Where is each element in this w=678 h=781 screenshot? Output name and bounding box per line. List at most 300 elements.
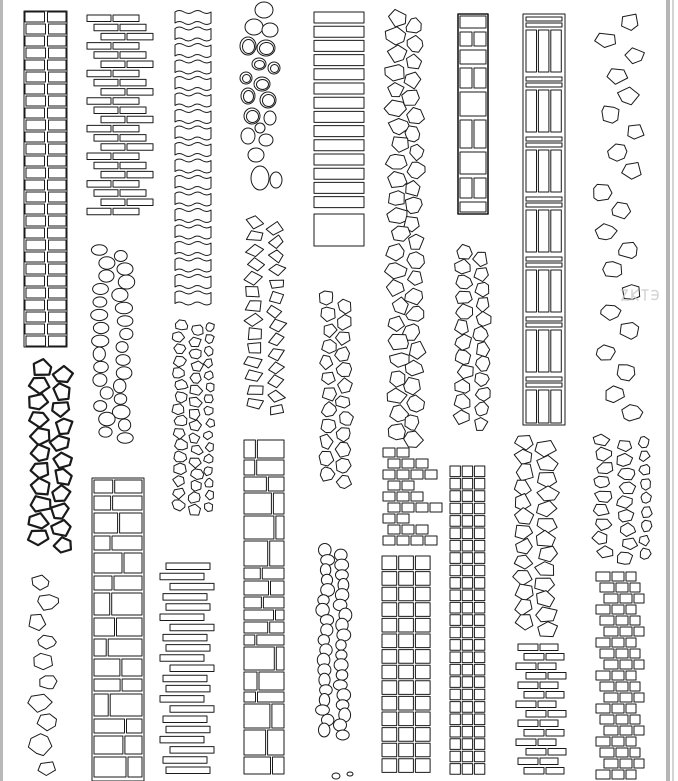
paving-block [462,739,472,750]
paving-block [518,644,538,651]
stone [594,476,610,488]
paving-block [108,639,142,656]
stone [594,184,612,200]
watermark-logo-icon [618,286,662,304]
paving-block [25,156,45,166]
stone [385,154,407,169]
stone [34,653,53,669]
paving-block [244,757,271,774]
paving-block [526,377,562,381]
wavy-slab [175,275,211,289]
pebble [336,730,349,740]
paving-block [425,470,437,479]
paving-block [538,210,549,252]
paving-block [314,214,364,246]
stone [454,394,470,410]
paving-block [474,491,484,502]
stone [475,402,489,416]
pebble [243,75,251,83]
paving-block [26,120,46,130]
paving-block [526,77,562,81]
paving-block [604,660,618,669]
stone [28,694,52,712]
paving-block [474,528,484,539]
paving-block [25,252,45,262]
paving-block [94,79,118,86]
paving-block [127,89,153,96]
paving-block [166,685,210,692]
paving-block [113,125,139,131]
paving-block [399,665,414,679]
stone [244,271,262,285]
stone [29,394,48,409]
paving-block [548,711,566,718]
paving-block [474,32,486,46]
paving-block [399,556,414,570]
stone [189,337,201,346]
stone [455,320,469,335]
paving-block [526,317,562,321]
stone [453,410,469,425]
paving-block [117,618,143,636]
stone [53,366,73,382]
pebble [336,640,346,650]
paving-block [166,726,210,733]
stone [537,519,557,533]
stone [606,386,624,403]
stone [639,451,650,461]
paving-block [526,673,546,680]
paving-block [399,634,414,648]
paving-block [634,726,644,735]
stone [404,431,424,447]
paving-block [630,715,640,724]
paving-block [626,638,636,647]
paving-block [626,605,636,614]
stone [336,428,350,442]
stone [54,537,71,552]
paving-block [460,92,486,116]
paving-block [450,640,460,651]
paving-block [399,712,414,726]
polygon-stone-strip-a [28,359,73,552]
paving-block [399,603,414,617]
stone [535,441,556,457]
stone [51,503,69,518]
paving-block [94,618,115,636]
paving-block [25,180,45,190]
paving-block [113,15,139,22]
paving-block [48,252,67,262]
paving-block [546,768,564,775]
paving-block [450,516,460,527]
paving-block [244,516,274,539]
paving-block [462,714,472,725]
paving-block [244,622,268,633]
pebble [347,772,353,776]
oval-stone-strip-a-lower [28,575,59,775]
paving-block [540,682,558,689]
stone [269,235,284,249]
paving-block [402,525,414,534]
stone [389,191,405,206]
stone [607,69,628,85]
paving-block [600,682,614,691]
paving-block [551,150,562,192]
paving-block [25,12,45,22]
ashlar-strip-g [458,14,488,214]
paving-block [87,70,111,77]
stone [191,361,203,371]
paving-block [551,270,562,312]
stone [268,390,286,402]
stone [475,373,489,387]
paving-block [462,764,472,775]
paving-block [460,68,472,88]
paving-block [526,90,537,132]
paving-block [48,300,67,310]
stone [407,108,425,124]
stone [32,575,49,590]
paving-block [399,759,414,773]
paving-block [399,572,414,586]
paving-block [270,622,284,633]
paving-block [616,715,628,724]
stone [189,433,200,443]
paving-block [258,692,285,702]
stone [619,482,635,494]
paving-block [94,496,111,510]
paving-block [526,323,562,327]
stone [189,409,200,420]
stone [34,359,51,375]
paving-block [48,12,67,22]
paving-block [382,681,397,695]
paving-block [474,68,486,88]
paving-block [170,624,214,631]
paving-block [415,618,430,632]
stone [392,137,409,152]
paving-block [110,694,142,716]
stone [321,402,336,417]
paving-block [160,573,204,580]
stone [248,258,265,271]
paving-block [382,618,397,632]
stone [173,488,185,499]
paving-block [596,572,610,581]
paving-block [402,481,414,490]
paving-block [244,692,256,702]
paving-block [462,491,472,502]
paving-block [120,107,146,114]
wavy-slab [175,60,211,74]
wavy-slab-strip-c [175,11,211,306]
paving-block [526,749,546,756]
pebble [116,367,132,380]
paving-block [450,615,460,626]
brick-cluster-f [383,448,442,545]
paving-block [546,730,564,737]
paving-block [48,180,67,190]
paving-block [551,390,562,423]
paving-block [244,597,261,608]
paving-block [526,83,562,87]
pebble [99,257,115,269]
paving-block [48,276,67,286]
paving-block [450,652,460,663]
paving-block [600,649,614,658]
paving-block [49,216,67,226]
paving-block [626,770,636,779]
stone [477,342,490,357]
paving-block [551,330,562,372]
paving-block [122,659,142,676]
paving-block [272,704,284,728]
paving-block [596,737,610,746]
wavy-slab [175,110,211,124]
paving-block [596,605,610,614]
stone [619,510,634,523]
stone [597,463,613,474]
paving-block [49,264,67,274]
stone [246,231,263,241]
stone [204,395,213,403]
paving-block [382,743,397,757]
stone [189,397,202,407]
stone [204,359,213,368]
stone [322,372,336,384]
paving-block [604,594,618,603]
paving-block [462,503,472,514]
stone [538,473,557,488]
wavy-slab [175,27,211,41]
paving-block [460,178,472,198]
paving-block [399,587,414,601]
paving-block [25,84,45,94]
stone [536,607,557,622]
paving-block [101,61,125,68]
paving-block [257,460,284,475]
paving-block [166,563,210,570]
paving-block [462,751,472,762]
stone [175,439,188,450]
stone [204,406,213,415]
stone [174,344,186,354]
paving-block [411,536,423,545]
paving-block [399,743,414,757]
paving-block [450,751,460,762]
paving-block [271,581,285,595]
paving-block [94,593,110,615]
stone [536,530,555,546]
stone [407,54,422,69]
paving-block [474,640,484,651]
paving-block [49,288,67,298]
paving-block [120,162,146,169]
paving-block [382,572,397,586]
stone [175,320,187,330]
stone [38,762,56,776]
paving-block [415,728,430,742]
paving-block [616,682,628,691]
stone [248,328,261,340]
stone [622,163,641,180]
stone [592,531,607,544]
paving-block [538,739,556,746]
stone [38,595,59,611]
stone [515,584,533,601]
stone [386,244,404,261]
paving-block [450,602,460,613]
paving-block [402,503,414,512]
paving-block [314,182,364,193]
pebble [334,719,347,731]
stone [595,491,612,502]
stone [388,424,405,440]
paving-block [596,770,610,779]
pebble [99,412,115,426]
paving-block [474,615,484,626]
pebble [255,123,265,133]
pebble [99,270,114,282]
pebble [316,705,330,715]
wavy-slab [175,258,211,272]
paving-block [538,663,556,670]
paving-block [526,257,562,261]
pebble [94,361,109,372]
stone [602,106,619,123]
paving-block [276,516,284,539]
pebble [248,148,264,162]
paving-block [382,759,397,773]
paving-block [163,675,207,682]
paving-block [314,55,364,66]
stone [271,405,284,415]
stone [455,259,471,274]
paving-block [415,665,430,679]
stone [53,383,69,400]
paving-block [388,503,400,512]
paving-block [411,470,423,479]
random-ashlar-strip-d [244,440,284,774]
flagstone-strip-g [453,244,491,430]
paving-block [87,153,111,160]
paving-block [314,111,364,122]
paving-block [462,615,472,626]
paving-block [113,181,139,188]
paving-block [474,627,484,638]
stone [56,419,72,435]
paving-block [612,737,624,746]
pebble [112,288,128,301]
pebble [119,419,131,431]
paving-block [462,540,472,551]
paving-block [127,199,153,206]
pebble [255,61,265,69]
paving-block [26,72,46,82]
stone [386,280,404,297]
rubble-strip-d [244,216,287,415]
stone [617,453,633,466]
stone [340,412,354,425]
paving-block [244,493,271,514]
paving-block [616,649,628,658]
paving-block [462,652,472,663]
wavy-slab [175,209,211,223]
paving-block [94,480,113,493]
stone [407,395,425,412]
paving-block [634,627,644,636]
paving-block [620,660,632,669]
pebble [120,328,133,339]
paving-block [25,204,45,214]
paving-block [626,737,636,746]
paving-block [388,481,400,490]
paving-block [26,48,46,58]
paving-block [620,759,632,768]
paving-block [244,635,255,645]
brick-strip-a [24,11,67,347]
paving-block [160,736,204,743]
paving-block [113,43,139,50]
stone [515,436,534,451]
stone [537,591,555,607]
pebble [335,559,349,571]
paving-block [474,478,484,489]
paving-block [268,477,284,491]
paving-block [630,682,640,691]
stone [641,479,651,490]
stone [387,208,407,224]
paving-block [399,728,414,742]
paving-block [462,702,472,713]
stone [456,275,473,289]
stone [456,291,473,303]
paving-block [397,514,409,523]
paving-block [49,96,67,106]
paving-block [620,594,632,603]
paving-block [474,714,484,725]
paving-block [462,640,472,651]
paving-block [263,597,284,608]
paving-block [526,23,562,27]
paving-block [314,40,364,51]
paving-block [170,665,214,672]
pebble [91,309,108,320]
paving-block [26,192,46,202]
pebble [263,95,275,107]
paving-block [26,144,46,154]
pebble [262,23,278,37]
paving-block [399,696,414,710]
stone [246,287,260,297]
pebble [91,245,107,255]
pebble [100,387,113,399]
paving-block [450,466,460,477]
stone [405,415,419,430]
paving-block [244,581,269,595]
pebble [94,401,107,412]
wavy-slab [175,11,211,25]
paving-block [262,568,284,579]
stone [29,378,50,394]
paving-block [87,43,111,50]
paving-block [127,61,153,68]
paving-block [462,590,472,601]
paving-block [87,98,111,105]
pebble [319,723,330,737]
paving-block [314,83,364,94]
